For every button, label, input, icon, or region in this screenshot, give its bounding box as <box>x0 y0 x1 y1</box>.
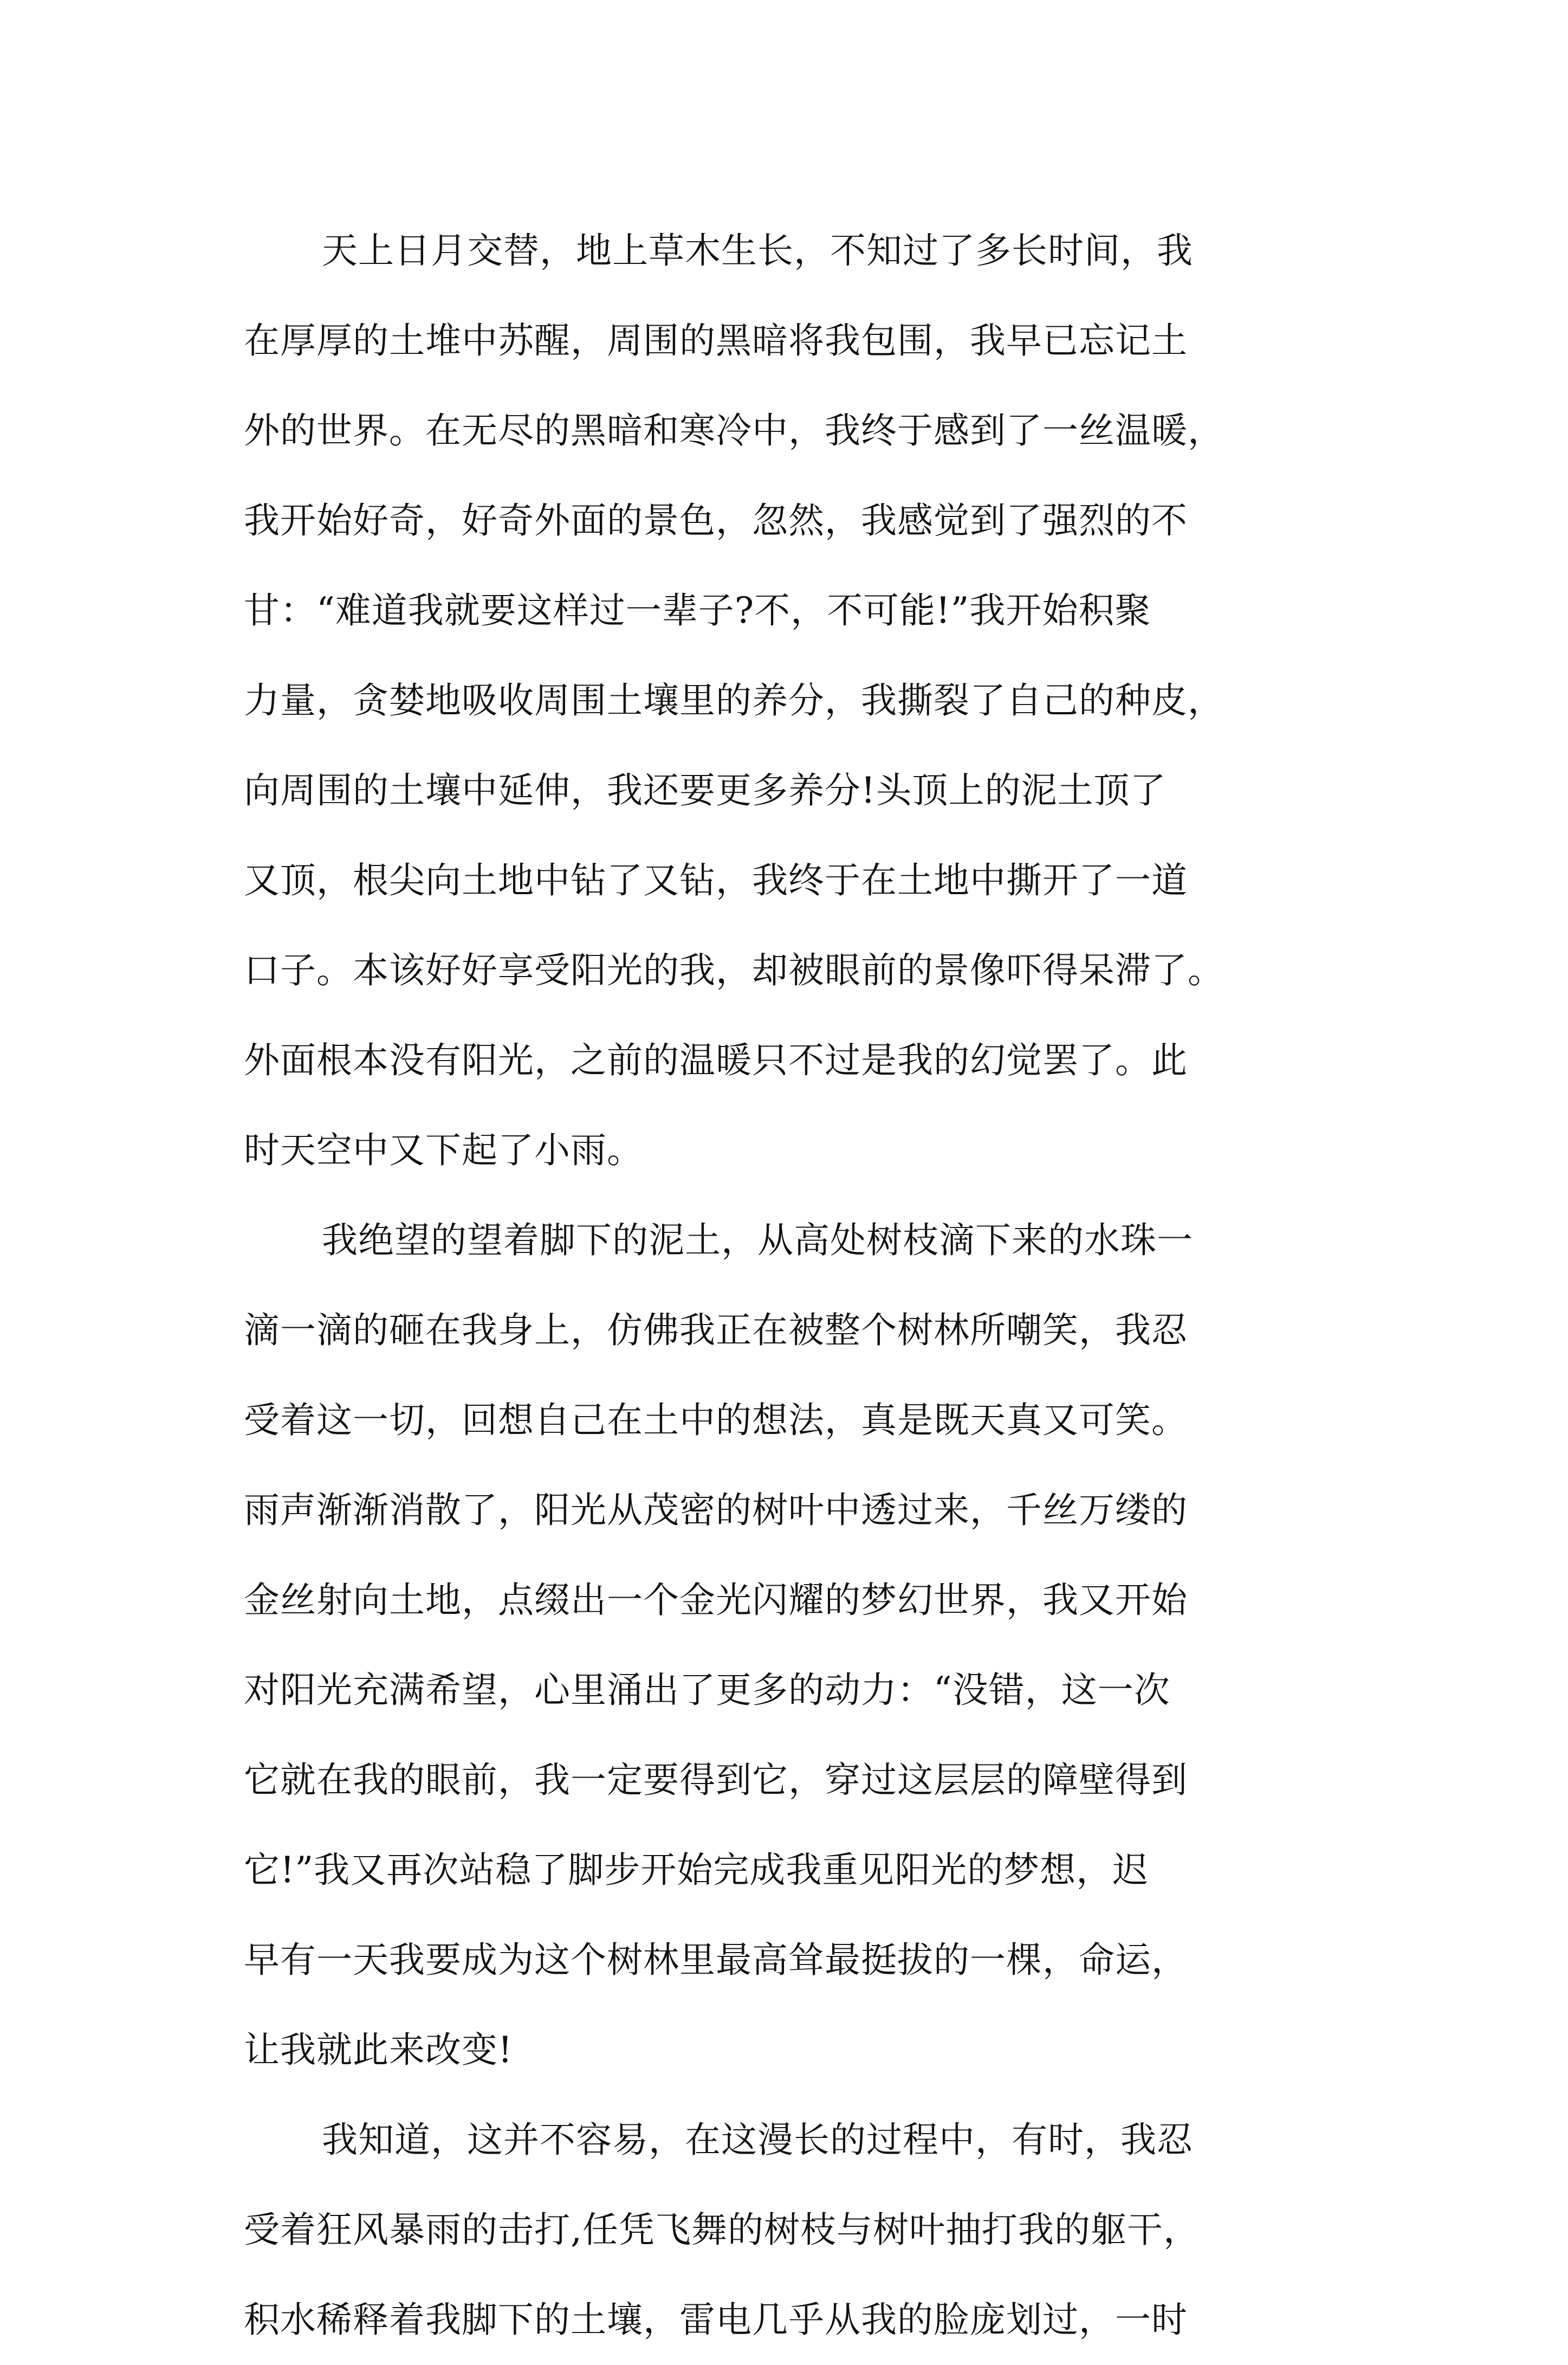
text-line: 我开始好奇，好奇外面的景色，忽然，我感觉到了强烈的不 <box>244 500 1188 541</box>
text-line: 让我就此来改变! <box>244 2029 513 2071</box>
text-line: 甘：“难道我就要这样过一辈子?不，不可能!”我开始积聚 <box>244 590 1151 631</box>
text-line: 它就在我的眼前，我一定要得到它，穿过这层层的障壁得到 <box>244 1759 1188 1801</box>
text-line: 在厚厚的土堆中苏醒，周围的黑暗将我包围，我早已忘记土 <box>244 320 1188 361</box>
paragraph-1 <box>244 206 1327 1196</box>
text-line: 对阳光充满希望，心里涌出了更多的动力：“没错，这一次 <box>244 1669 1170 1711</box>
text-line: 外的世界。在无尽的黑暗和寒冷中，我终于感到了一丝温暖， <box>244 410 1224 451</box>
text-line: 向周围的土壤中延伸，我还要更多养分!头顶上的泥土顶了 <box>244 770 1167 811</box>
paragraph-3 <box>244 2095 1327 2365</box>
paragraph-2 <box>244 1196 1327 2095</box>
text-line: 又顶，根尖向土地中钻了又钻，我终于在土地中撕开了一道 <box>244 860 1188 901</box>
text-line: 它!”我又再次站稳了脚步开始完成我重见阳光的梦想，迟 <box>244 1849 1149 1891</box>
text-line: 外面根本没有阳光，之前的温暖只不过是我的幻觉罢了。此 <box>244 1039 1188 1081</box>
text-line: 口子。本该好好享受阳光的我，却被眼前的景像吓得呆滞了。 <box>244 949 1224 991</box>
text-line: 力量，贪婪地吸收周围土壤里的养分，我撕裂了自己的种皮， <box>244 680 1224 721</box>
text-line: 我绝望的望着脚下的泥土，从高处树枝滴下来的水珠一 <box>322 1219 1193 1261</box>
text-line: 时天空中又下起了小雨。 <box>244 1129 643 1171</box>
document-body <box>244 206 1327 2365</box>
text-line: 金丝射向土地，点缀出一个金光闪耀的梦幻世界，我又开始 <box>244 1579 1188 1621</box>
text-line: 受着狂风暴雨的击打,任凭飞舞的树枝与树叶抽打我的躯干， <box>244 2209 1200 2251</box>
text-line: 雨声渐渐消散了，阳光从茂密的树叶中透过来，千丝万缕的 <box>244 1489 1188 1531</box>
text-line: 受着这一切，回想自己在土中的想法，真是既天真又可笑。 <box>244 1399 1188 1441</box>
text-line: 滴一滴的砸在我身上，仿佛我正在被整个树林所嘲笑，我忍 <box>244 1309 1188 1351</box>
text-line: 早有一天我要成为这个树林里最高耸最挺拔的一棵，命运， <box>244 1939 1188 1981</box>
text-line: 天上日月交替，地上草木生长，不知过了多长时间，我 <box>322 230 1193 272</box>
text-line: 积水稀释着我脚下的土壤，雷电几乎从我的脸庞划过，一时 <box>244 2299 1188 2341</box>
text-line: 我知道，这并不容易，在这漫长的过程中，有时，我忍 <box>322 2119 1193 2161</box>
